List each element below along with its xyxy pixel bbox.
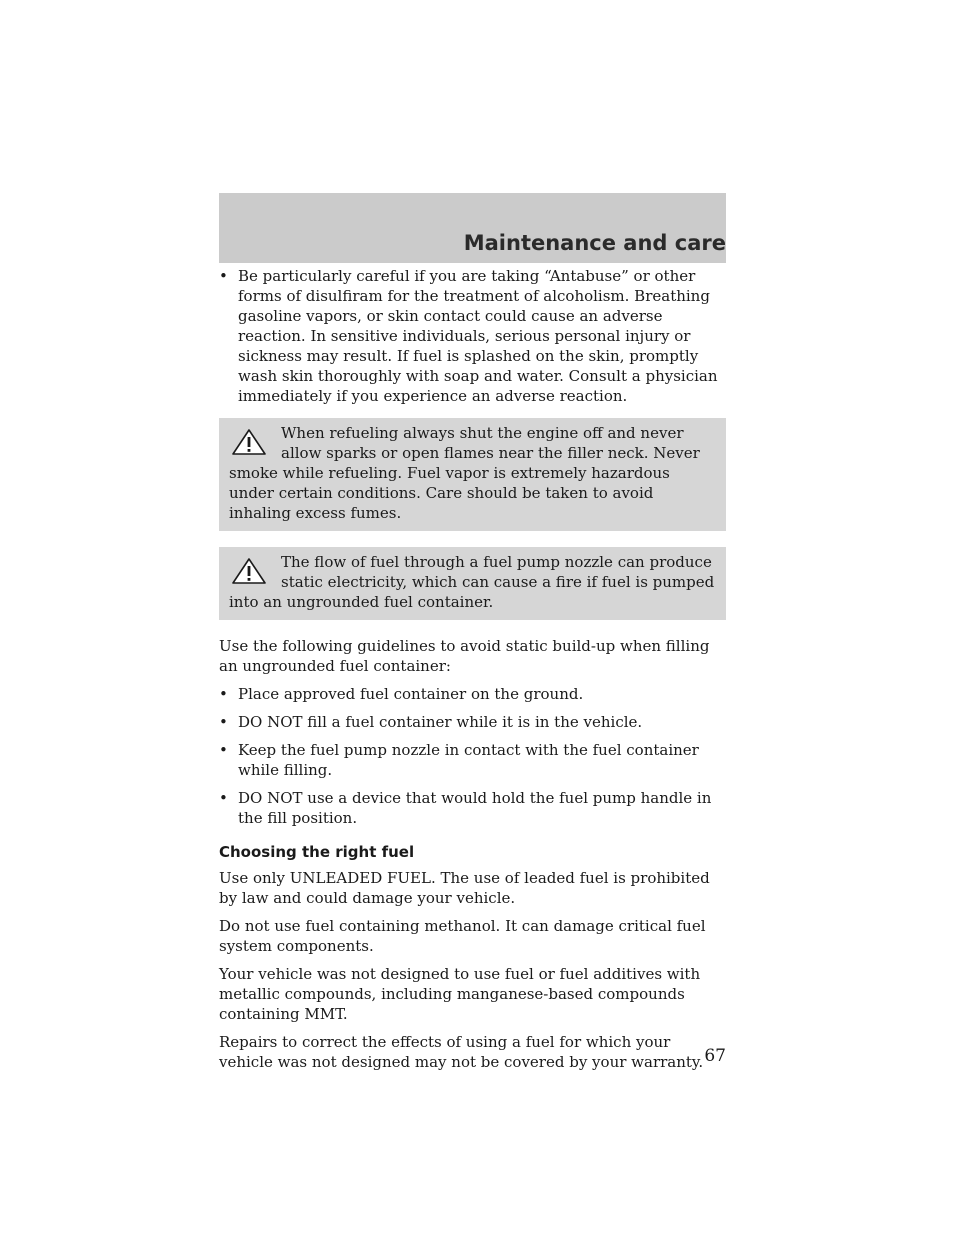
page-number: 67 (704, 1046, 726, 1066)
bullet-dot: • (219, 267, 228, 285)
paragraph: Repairs to correct the effects of using a fuel for which your vehicle was not designed may not be covered by your warranty. (219, 1033, 704, 1071)
warning-box-static (219, 547, 726, 620)
page-body (219, 266, 726, 1080)
guidelines-intro: Use the following guidelines to avoid static build-up when filling an ungrounded fuel container: (219, 637, 710, 675)
list-item-text: DO NOT use a device that would hold the fuel pump handle in the fill position. (238, 789, 712, 827)
list-item-text: Be particularly careful if you are taking “Antabuse” or other forms of disulfiram for the treatment of alcoholism. Breathing gasoline vapors, or skin contact could cause an adverse reaction. In sensitive individuals, serious personal injury or sickness may result. If fuel is splashed on the skin, promptly wash skin thoroughly with soap and water. Consult a physician immediately if you experience an adverse reaction. (238, 267, 718, 405)
bullet-dot: • (219, 685, 228, 703)
warning-box-refueling (219, 418, 726, 531)
warning-triangle-icon (231, 557, 267, 585)
section-heading: Choosing the right fuel (219, 843, 415, 861)
paragraph: Do not use fuel containing methanol. It can damage critical fuel system components. (219, 917, 706, 955)
list-item (219, 712, 726, 732)
warning-triangle-icon (231, 428, 267, 456)
bullet-dot: • (219, 713, 228, 731)
section-title: Maintenance and care (463, 231, 726, 255)
list-item (219, 740, 726, 780)
list-item (219, 788, 726, 828)
list-item-text: Keep the fuel pump nozzle in contact with the fuel container while filling. (238, 741, 699, 779)
list-item-text: DO NOT fill a fuel container while it is in the vehicle. (238, 713, 643, 731)
list-item-text: Place approved fuel container on the ground. (238, 685, 584, 703)
bullet-dot: • (219, 789, 228, 807)
paragraph: Your vehicle was not designed to use fuel or fuel additives with metallic compounds, including manganese-based compounds containing MMT. (219, 965, 701, 1023)
list-item (219, 266, 726, 406)
warning-text: The flow of fuel through a fuel pump nozzle can produce static electricity, which can cause a fire if fuel is pumped into an ungrounded fuel container. (229, 553, 715, 611)
section-header-bar (219, 193, 726, 263)
warning-text: When refueling always shut the engine off and never allow sparks or open flames near the filler neck. Never smoke while refueling. Fuel vapor is extremely hazardous under certain conditions. Care should be taken to avoid inhaling excess fumes. (229, 424, 700, 522)
bullet-dot: • (219, 741, 228, 759)
list-item (219, 684, 726, 704)
paragraph: Use only UNLEADED FUEL. The use of leaded fuel is prohibited by law and could damage your vehicle. (219, 869, 710, 907)
